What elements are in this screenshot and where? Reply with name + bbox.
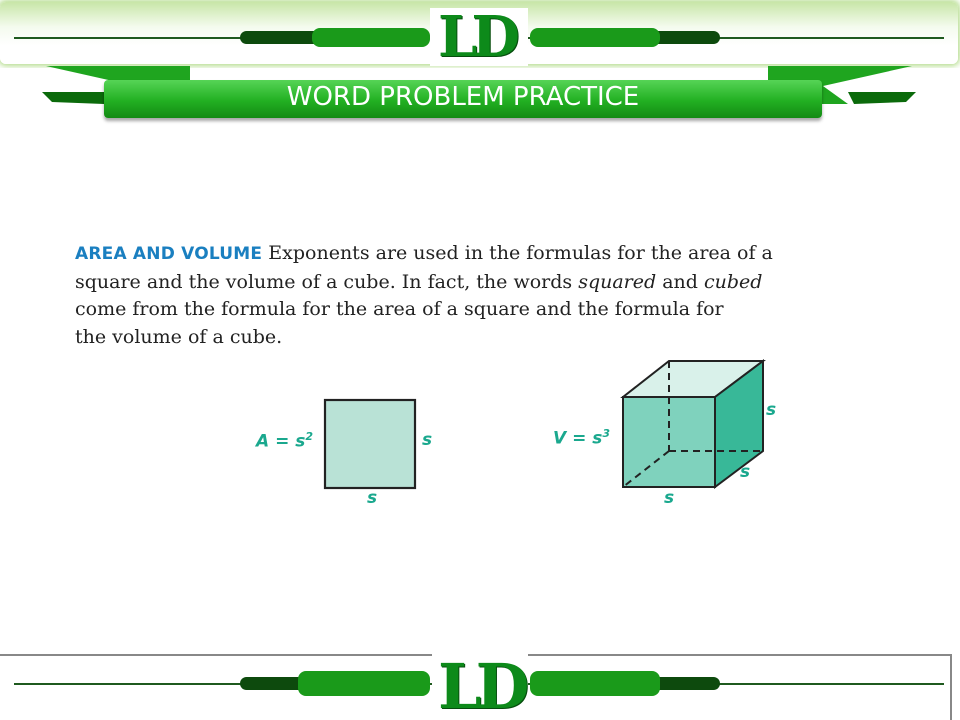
footer-bar-left-green [298,671,430,696]
square-side-label-bottom: s [367,488,378,508]
intro-paragraph [75,240,875,351]
area-formula-eq: = [269,431,296,452]
area-formula-exponent: 2 [305,430,314,443]
volume-formula [553,427,610,449]
word-squared: squared [578,270,657,293]
paragraph-line-2 [75,269,875,297]
footer-bar-right-green [530,671,660,696]
volume-formula-exponent: 3 [602,427,611,440]
section-lead: AREA AND VOLUME [75,244,263,264]
cube-figure [615,355,775,495]
square-shape [325,400,415,488]
square-side-label-right: s [422,430,433,450]
cube-edge-label-depth: s [740,462,751,482]
word-cubed: cubed [703,270,763,293]
ribbon-tail-left-shadow [42,92,110,104]
square-figure [320,396,420,491]
line-1-text: Exponents are used in the formulas for the area of a [268,242,773,264]
title-ribbon [104,80,822,118]
footer-logo: LD [438,650,524,720]
paragraph-line-3: come from the formula for the area of a square and the formula for [75,298,724,320]
line-2-text-a: square and the volume of a cube. In fact, the words [75,270,579,293]
page-title: WORD PROBLEM PRACTICE [286,82,640,112]
footer-band [0,650,960,720]
cube-edge-label-bottom: s [664,488,675,508]
volume-formula-eq: = [566,428,593,449]
area-formula-base: s [295,431,306,452]
area-formula [256,430,313,452]
volume-formula-var: V [553,428,567,449]
paragraph-line-4: the volume of a cube. [75,325,283,348]
header-logo: LD [438,4,514,68]
header-bar-left-green [312,28,430,47]
volume-formula-base: s [592,428,603,449]
paragraph-line-1 [75,240,875,269]
line-2-text-b: and [656,270,704,293]
header-bar-right-green [530,28,660,47]
ribbon-tail-right-shadow [848,92,916,104]
area-formula-var: A [256,431,270,452]
cube-edge-label-right: s [766,400,777,420]
